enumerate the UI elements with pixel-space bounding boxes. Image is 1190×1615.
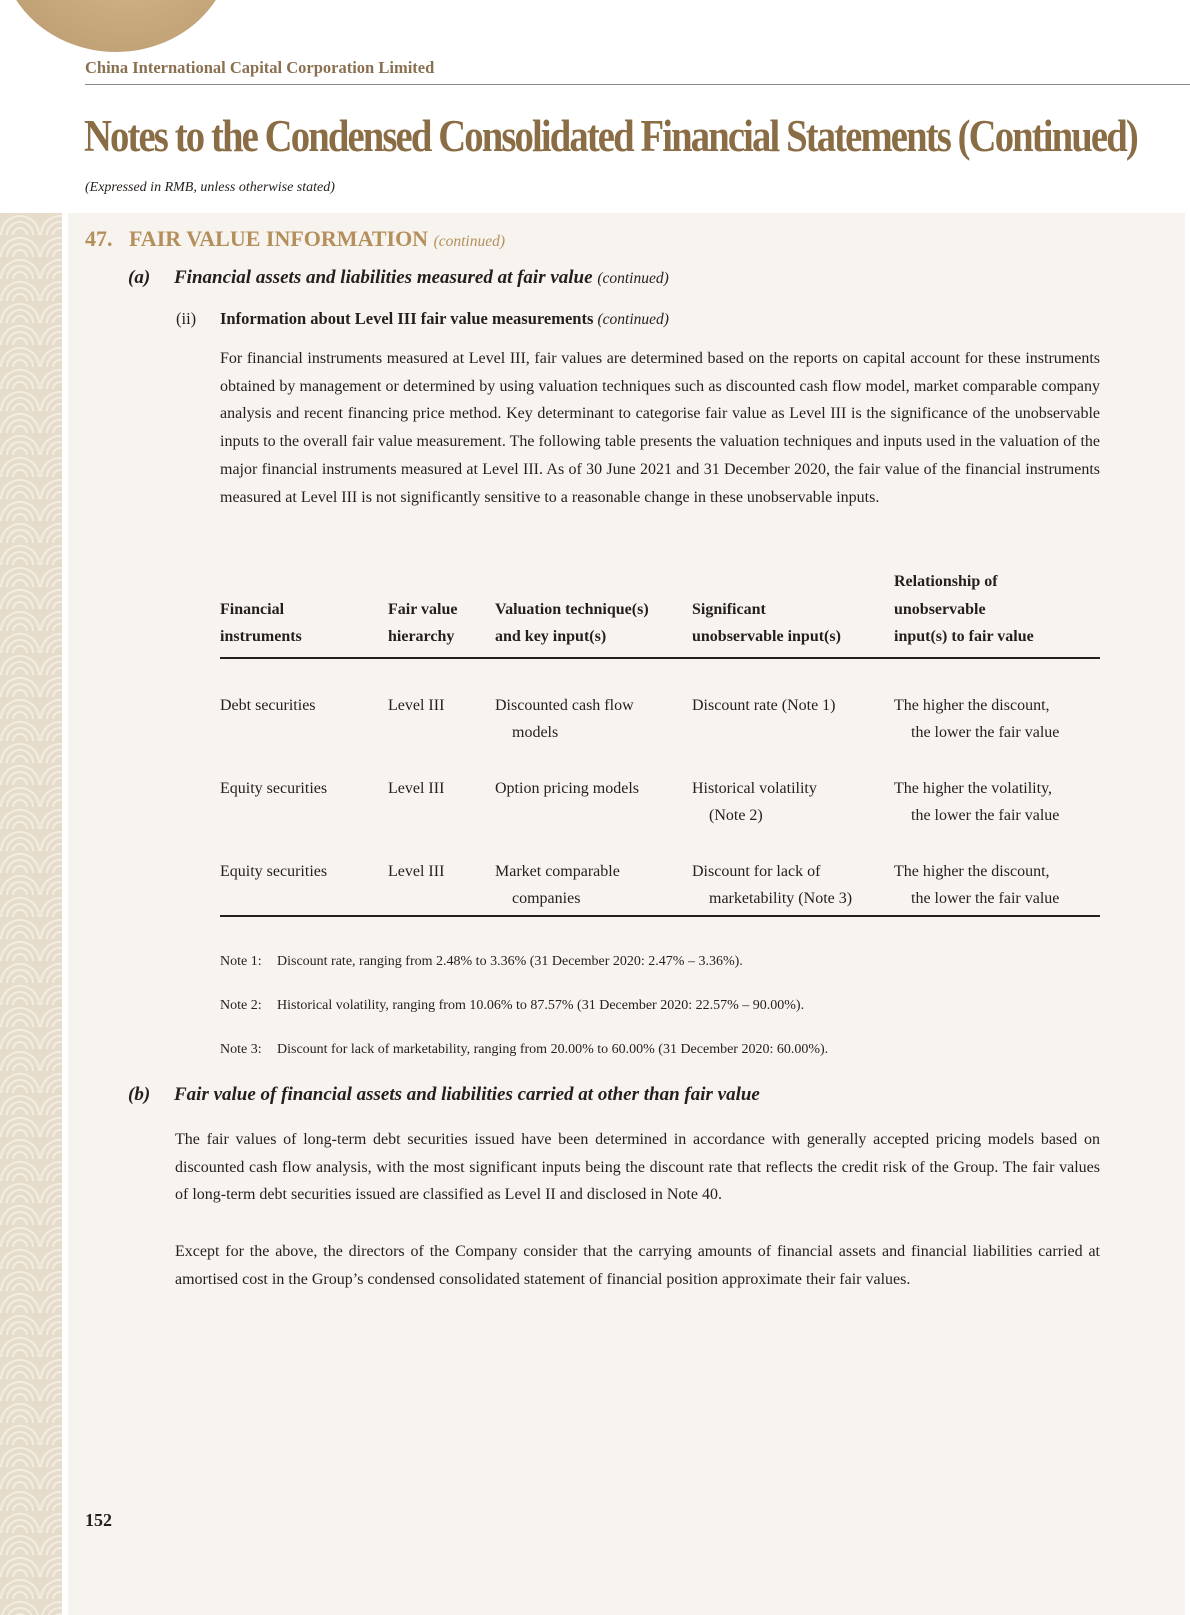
cell-hierarchy: Level III <box>388 779 445 797</box>
subsection-ii-continued: (continued) <box>597 311 669 328</box>
section-continued: (continued) <box>433 233 506 250</box>
footnote-label: Note 3: <box>220 1042 262 1057</box>
header-valuation-technique: Valuation technique(s) and key input(s) <box>495 568 692 658</box>
company-name: China International Capital Corporation Limited <box>85 58 435 77</box>
header-unobservable-input: Significant unobservable input(s) <box>692 568 894 658</box>
subsection-ii-heading <box>220 309 669 329</box>
subsection-b-title: Fair value of financial assets and liabilities carried at other than fair value <box>174 1084 760 1105</box>
section-number: 47. <box>85 226 113 251</box>
footnote-3 <box>220 1042 828 1058</box>
decorative-medallion <box>0 0 232 52</box>
footnote-text: Discount rate, ranging from 2.48% to 3.36% (31 December 2020: 2.47% – 3.36%). <box>277 954 743 969</box>
cell-relationship: The higher the discount, the lower the fair value <box>894 696 1060 741</box>
header-fair-value-hierarchy: Fair value hierarchy <box>388 568 495 658</box>
subsection-b-paragraph-2: Except for the above, the directors of the Company consider that the carrying amounts of financial assets and financial liabilities carried at amortised cost in the Group’s condensed consolidated statement of financial position approximate their fair values. <box>175 1243 1100 1288</box>
footnote-1 <box>220 954 743 970</box>
subsection-a-title: Financial assets and liabilities measured at fair value <box>174 267 593 288</box>
cell-technique: Market comparable companies <box>495 858 692 916</box>
currency-note: (Expressed in RMB, unless otherwise stated) <box>85 180 335 195</box>
subsection-a-continued: (continued) <box>597 270 669 287</box>
header-relationship: Relationship of unobservable input(s) to fair value <box>894 568 1100 658</box>
cell-relationship: The higher the discount, the lower the fair value <box>894 858 1100 916</box>
level3-paragraph: For financial instruments measured at Level III, fair values are determined based on the reports on capital account for these instruments obtained by management or determined by using valuation techniques such as discounted cash flow model, market comparable company analysis and recent financing price method. Key determinant to categorise fair value as Level III is the significance of the unobservable inputs to the overall fair value measurement. The following table presents the valuation techniques and inputs used in the valuation of the major financial instruments measured at Level III. As of 30 June 2021 and 31 December 2020, the fair value of the financial instruments measured at Level III is not significantly sensitive to a reasonable change in these unobservable inputs. <box>220 350 1100 506</box>
cell-input: Historical volatility (Note 2) <box>692 779 817 824</box>
page-title: Notes to the Condensed Consolidated Financial Statements (Continued) <box>84 111 1137 161</box>
cell-technique: Discounted cash flow models <box>495 696 634 741</box>
cell-hierarchy: Level III <box>388 696 445 714</box>
table-row <box>220 858 1100 916</box>
section-heading <box>129 226 505 252</box>
cell-instrument: Equity securities <box>220 779 328 797</box>
subsection-b-number: (b) <box>128 1084 151 1105</box>
cell-input: Discount for lack of marketability (Note 3) <box>692 858 894 916</box>
cell-relationship: The higher the volatility, the lower the fair value <box>894 779 1060 824</box>
subsection-a-heading <box>174 267 669 289</box>
cell-hierarchy: Level III <box>388 858 495 916</box>
cell-input: Discount rate (Note 1) <box>692 696 836 714</box>
footnote-label: Note 2: <box>220 998 262 1013</box>
cell-technique: Option pricing models <box>495 779 639 797</box>
footnote-label: Note 1: <box>220 954 262 969</box>
page-number: 152 <box>85 1510 112 1530</box>
subsection-a-number: (a) <box>128 267 151 288</box>
cell-instrument: Debt securities <box>220 696 316 714</box>
footnote-2 <box>220 998 804 1014</box>
table-header-row <box>220 568 1100 658</box>
cell-instrument: Equity securities <box>220 858 388 916</box>
header-financial-instruments: Financial instruments <box>220 568 388 658</box>
level3-valuation-table <box>220 568 1100 917</box>
subsection-ii-title: Information about Level III fair value measurements <box>220 309 594 328</box>
subsection-b-paragraph-1: The fair values of long-term debt securities issued have been determined in accordance with generally accepted pricing models based on discounted cash flow analysis, with the most significant inputs being the discount rate that reflects the credit risk of the Group. The fair values of long-term debt securities issued are classified as Level II and disclosed in Note 40. <box>175 1131 1100 1204</box>
subsection-ii-number: (ii) <box>176 309 197 328</box>
table-row <box>220 775 1100 858</box>
table-row <box>220 658 1100 775</box>
header-divider <box>85 84 1190 85</box>
decorative-wave-pattern-strip <box>0 213 62 1615</box>
footnote-text: Historical volatility, ranging from 10.06% to 87.57% (31 December 2020: 22.57% – 90.00%). <box>277 998 805 1013</box>
footnote-text: Discount for lack of marketability, ranging from 20.00% to 60.00% (31 December 2020: 60.00%). <box>277 1042 829 1057</box>
section-title: FAIR VALUE INFORMATION <box>129 226 429 251</box>
